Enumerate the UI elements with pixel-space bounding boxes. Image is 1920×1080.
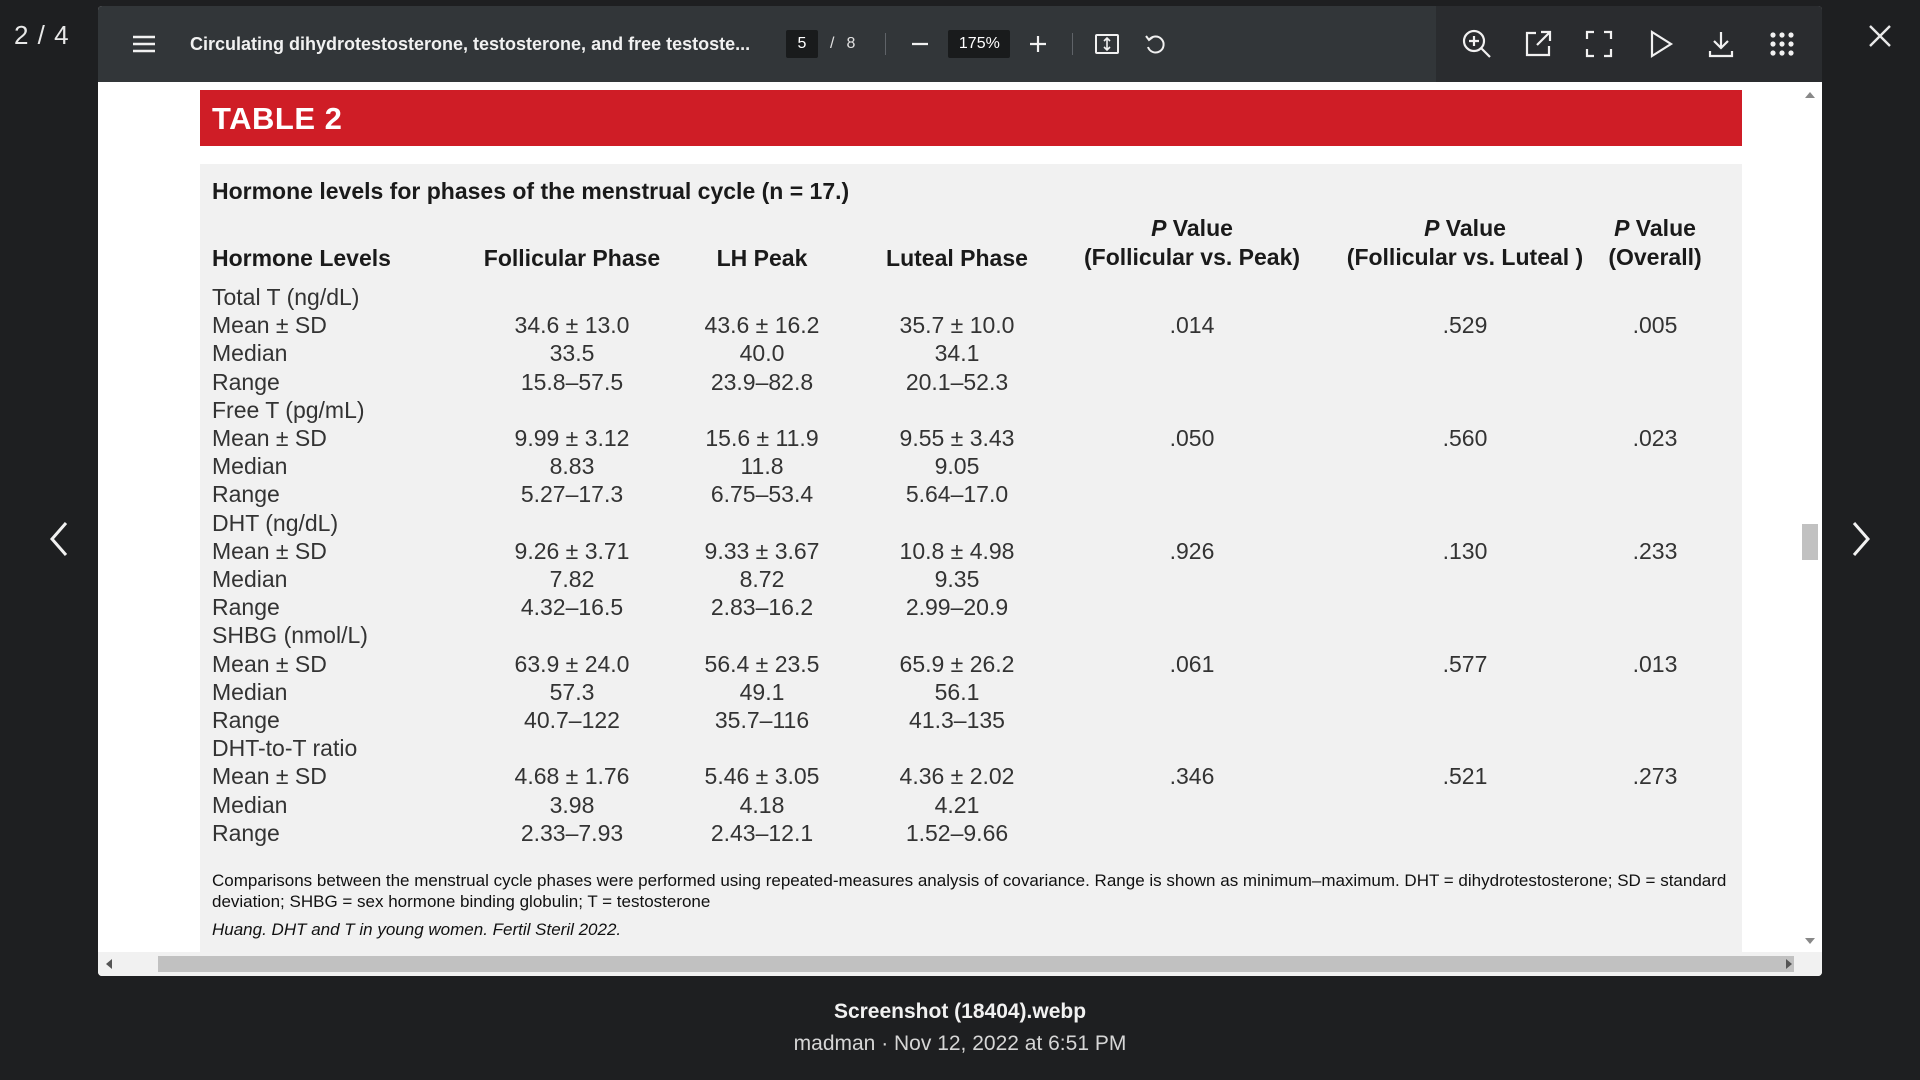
table-cell: .005 — [1632, 312, 1678, 339]
row-label: Mean ± SD — [212, 650, 327, 677]
slideshow-button[interactable] — [1640, 24, 1680, 64]
close-icon — [1866, 22, 1894, 50]
open-in-new-button[interactable] — [1518, 24, 1558, 64]
table-cell: 2.43–12.1 — [710, 819, 814, 846]
table-cell: .926 — [1169, 537, 1215, 564]
scroll-up-arrow-icon[interactable] — [1805, 92, 1815, 98]
next-image-button[interactable] — [1836, 514, 1886, 564]
table-cell: .014 — [1169, 312, 1215, 339]
rotate-icon — [1143, 32, 1167, 56]
table-cell: 9.26 ± 3.71 — [514, 537, 630, 564]
row-label: Median — [212, 453, 288, 480]
table-cell: 2.83–16.2 — [710, 594, 814, 621]
table-cell: 20.1–52.3 — [905, 368, 1009, 395]
table-cell: 56.1 — [934, 678, 980, 705]
chevron-left-icon — [46, 519, 72, 559]
table-caption: Hormone levels for phases of the menstrual cycle (n = 17.) — [212, 178, 850, 204]
table-cell: 34.6 ± 13.0 — [514, 312, 630, 339]
table-cell: 5.64–17.0 — [905, 481, 1009, 508]
table-cell: 43.6 ± 16.2 — [704, 312, 820, 339]
table-cell: .013 — [1632, 650, 1678, 677]
table-cell: 2.33–7.93 — [520, 819, 624, 846]
previous-image-button[interactable] — [34, 514, 84, 564]
table-cell: 65.9 ± 26.2 — [899, 650, 1015, 677]
table-cell: .061 — [1169, 650, 1215, 677]
play-icon — [1645, 29, 1675, 59]
table-cell: .521 — [1442, 763, 1488, 790]
page-total: 8 — [846, 35, 856, 52]
zoom-in-magnifier-icon — [1461, 28, 1493, 60]
close-button[interactable] — [1858, 14, 1902, 58]
menu-button[interactable] — [124, 24, 164, 64]
table-cell: 8.83 — [549, 453, 595, 480]
document-title: Circulating dihydrotestosterone, testosterone, and free testoste... — [190, 33, 751, 54]
zoom-in-button[interactable] — [1018, 24, 1058, 64]
pdf-viewer — [98, 6, 1822, 976]
table-cell: 9.35 — [934, 566, 980, 592]
table-cell: 5.46 ± 3.05 — [704, 763, 820, 790]
table-cell: 4.68 ± 1.76 — [514, 763, 630, 790]
rotate-button[interactable] — [1135, 24, 1175, 64]
header-lh-peak: LH Peak — [716, 245, 808, 271]
hormone-table — [200, 164, 1742, 952]
row-label: DHT-to-T ratio — [212, 735, 358, 762]
p-symbol: P — [1151, 215, 1167, 241]
zoom-button[interactable] — [1457, 24, 1497, 64]
table-cell: 6.75–53.4 — [710, 481, 814, 508]
p-value-word: Value — [1166, 215, 1233, 241]
header-follicular-phase: Follicular Phase — [483, 245, 661, 271]
horizontal-scroll-thumb[interactable] — [158, 956, 1794, 972]
vertical-scrollbar[interactable] — [1798, 82, 1822, 952]
vertical-scroll-thumb[interactable] — [1802, 524, 1818, 560]
row-label: Median — [212, 678, 288, 705]
table-cell: 3.98 — [549, 791, 595, 818]
header-luteal-phase: Luteal Phase — [886, 245, 1028, 271]
table-cell: .233 — [1632, 537, 1678, 564]
horizontal-scrollbar[interactable] — [98, 952, 1822, 976]
table-cell: 9.99 ± 3.12 — [514, 425, 630, 451]
table-cell: 63.9 ± 24.0 — [514, 650, 630, 677]
table-cell: 34.1 — [934, 340, 980, 367]
table-cell: 15.6 ± 11.9 — [705, 425, 819, 451]
row-label: Total T (ng/dL) — [212, 284, 360, 310]
table-cell: 11.8 — [740, 453, 784, 480]
table-cell: 15.8–57.5 — [520, 368, 624, 395]
table-cell: 2.99–20.9 — [905, 594, 1009, 621]
viewer-actions — [1436, 6, 1822, 82]
minus-icon — [910, 34, 930, 54]
table-cell: 33.5 — [549, 340, 595, 367]
table-cell: 41.3–135 — [909, 707, 1005, 733]
file-meta: madman · Nov 12, 2022 at 6:51 PM — [793, 1032, 1127, 1055]
table-cell: 23.9–82.8 — [710, 368, 814, 395]
fit-page-button[interactable] — [1087, 24, 1127, 64]
row-label: Range — [212, 707, 280, 733]
row-label: Median — [212, 566, 288, 592]
header-p-value-follicular-vs-peak — [1042, 214, 1342, 272]
table-cell: 35.7 ± 10.0 — [899, 312, 1015, 339]
apps-button[interactable] — [1762, 24, 1802, 64]
table-cell: 57.3 — [549, 678, 595, 705]
table-cell: 9.33 ± 3.67 — [704, 537, 820, 564]
table-banner-title: TABLE 2 — [212, 101, 343, 136]
table-cell: 1.52–9.66 — [905, 819, 1009, 846]
row-label: Mean ± SD — [212, 425, 327, 451]
table-cell: 35.7–116 — [714, 707, 810, 733]
p-symbol: P — [1424, 215, 1440, 241]
p-value-subheading: (Follicular vs. Peak) — [1083, 244, 1301, 270]
p-value-subheading: (Follicular vs. Luteal ) — [1346, 244, 1584, 270]
table-cell: 9.55 ± 3.43 — [899, 425, 1015, 451]
table-cell: 49.1 — [739, 678, 785, 705]
header-hormone-levels: Hormone Levels — [212, 245, 391, 271]
fullscreen-icon — [1584, 29, 1614, 59]
row-label: SHBG (nmol/L) — [212, 622, 368, 649]
row-label: Range — [212, 594, 280, 621]
table-cell: 7.82 — [549, 566, 595, 592]
table-banner — [200, 90, 1742, 146]
row-label: Mean ± SD — [212, 537, 327, 564]
row-label: DHT (ng/dL) — [212, 509, 339, 536]
scroll-down-arrow-icon[interactable] — [1805, 938, 1815, 944]
image-counter: 2 / 4 — [14, 20, 70, 50]
pdf-page — [98, 82, 1798, 952]
fullscreen-button[interactable] — [1579, 24, 1619, 64]
toolbar-divider — [1072, 33, 1073, 55]
header-p-value-overall — [1580, 214, 1730, 272]
download-button[interactable] — [1701, 24, 1741, 64]
row-label: Median — [212, 791, 288, 818]
table-cell: 8.72 — [739, 566, 785, 592]
row-label: Range — [212, 481, 280, 508]
table-cell: 40.0 — [739, 340, 785, 367]
grid-apps-icon — [1768, 30, 1796, 58]
table-cell: .023 — [1632, 425, 1678, 451]
toolbar-divider — [885, 33, 886, 55]
table-cell: .529 — [1442, 312, 1488, 339]
scroll-left-arrow-icon[interactable] — [106, 959, 112, 969]
p-symbol: P — [1614, 215, 1630, 241]
scroll-right-arrow-icon[interactable] — [1786, 959, 1792, 969]
table-footnote: Comparisons between the menstrual cycle phases were performed using repeated-measures analysis of covariance. Range is shown as minimum–maximum. DHT = dihydrotestosterone; SD = standard deviation; SHBG = sex hormone binding globulin; T = testosterone — [212, 871, 1727, 911]
table-cell: .130 — [1442, 537, 1488, 564]
table-cell: .346 — [1169, 763, 1215, 790]
external-link-icon — [1522, 28, 1554, 60]
table-cell: 10.8 ± 4.98 — [899, 537, 1015, 564]
table-cell: 4.32–16.5 — [520, 594, 624, 621]
row-label: Free T (pg/mL) — [212, 396, 365, 423]
table-cell: .050 — [1169, 425, 1215, 451]
p-value-word: Value — [1439, 215, 1506, 241]
fit-to-page-icon — [1094, 32, 1120, 56]
table-cell: 5.27–17.3 — [520, 481, 624, 508]
table-cell: .560 — [1442, 425, 1488, 451]
file-name: Screenshot (18404).webp — [833, 1000, 1087, 1023]
p-value-word: Value — [1629, 215, 1696, 241]
zoom-out-button[interactable] — [900, 24, 940, 64]
page-number-input[interactable]: 5 — [786, 30, 818, 58]
table-cell: .577 — [1442, 650, 1488, 677]
pdf-toolbar — [98, 6, 1822, 82]
plus-icon — [1028, 34, 1048, 54]
row-label: Range — [212, 819, 280, 846]
row-label: Median — [212, 340, 288, 367]
download-icon — [1706, 29, 1736, 59]
zoom-level-input[interactable]: 175% — [948, 30, 1010, 58]
header-p-value-follicular-vs-luteal — [1315, 214, 1615, 272]
table-cell: .273 — [1632, 763, 1678, 790]
table-cell: 56.4 ± 23.5 — [704, 650, 820, 677]
table-citation: Huang. DHT and T in young women. Fertil Steril 2022. — [212, 920, 622, 939]
chevron-right-icon — [1848, 519, 1874, 559]
hamburger-menu-icon — [132, 34, 156, 54]
table-cell: 4.21 — [934, 791, 980, 818]
row-label: Mean ± SD — [212, 763, 327, 790]
p-value-subheading: (Overall) — [1608, 244, 1702, 270]
row-label: Mean ± SD — [212, 312, 327, 339]
table-cell: 4.18 — [739, 791, 785, 818]
table-cell: 40.7–122 — [524, 707, 620, 733]
table-cell: 4.36 ± 2.02 — [899, 763, 1015, 790]
table-cell: 9.05 — [934, 453, 980, 480]
page-separator: / — [830, 35, 835, 52]
row-label: Range — [212, 368, 280, 395]
